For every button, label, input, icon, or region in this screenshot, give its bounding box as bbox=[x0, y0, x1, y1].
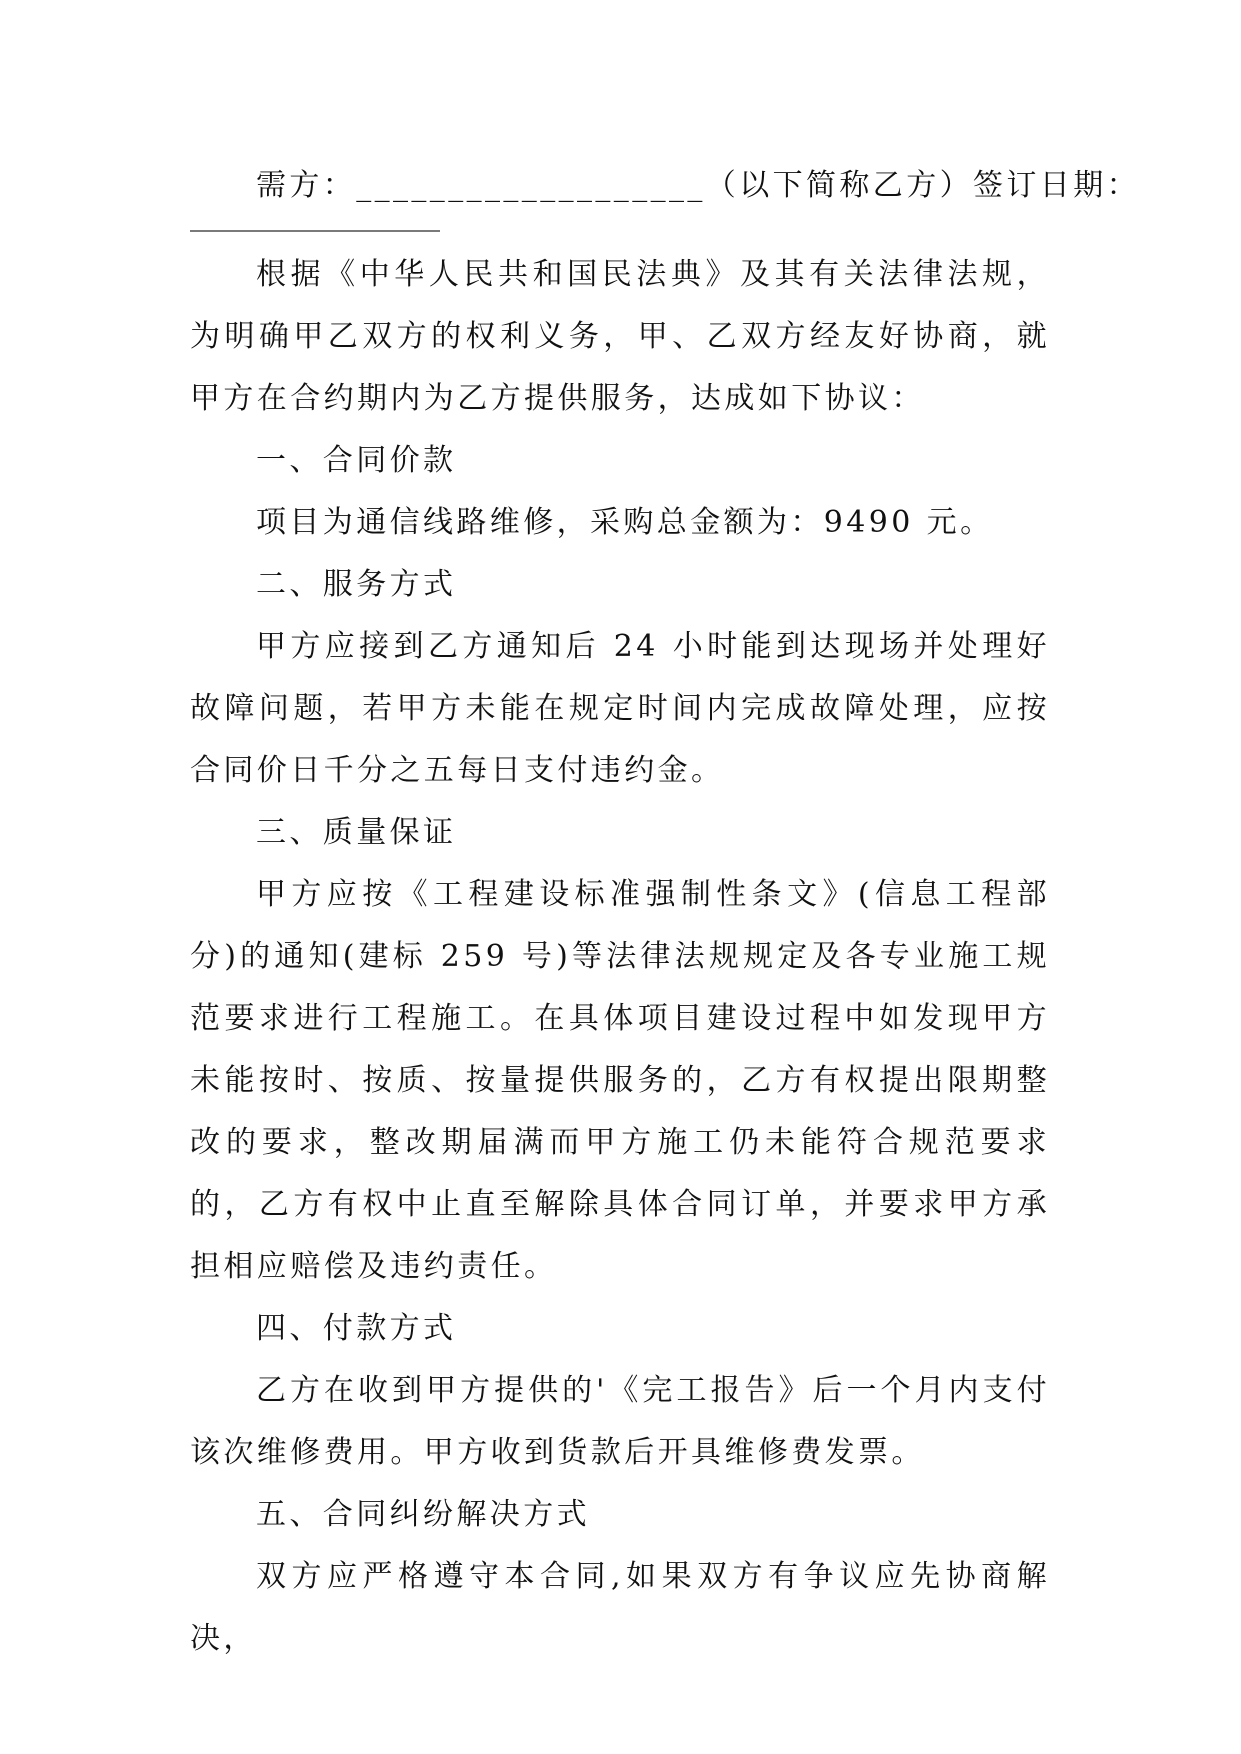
section-heading-5: 五、合同纠纷解决方式 bbox=[256, 1497, 590, 1532]
signing-date-blank bbox=[190, 229, 440, 232]
intro-paragraph: 根据《中华人民共和国民法典》及其有关法律法规，为明确甲乙双方的权利义务，甲、乙双方经友好协商，就甲方在合约期内为乙方提供服务，达成如下协议： bbox=[190, 257, 1050, 416]
section-heading-3: 三、质量保证 bbox=[256, 815, 457, 850]
section-2-text: 甲方应接到乙方通知后 24 小时能到达现场并处理好故障问题，若甲方未能在规定时间内完成故障处理，应按合同价日千分之五每日支付违约金。 bbox=[190, 629, 1050, 788]
buyer-signing-line: 需方：___________________（以下简称乙方）签订日期： bbox=[256, 168, 1140, 203]
section-heading-4: 四、付款方式 bbox=[256, 1311, 457, 1346]
section-3-text: 甲方应按《工程建设标准强制性条文》(信息工程部分)的通知(建标 259 号)等法律法规规定及各专业施工规范要求进行工程施工。在具体项目建设过程中如发现甲方未能按时、按质、按量提供服务的，乙方有权提出限期整改的要求，整改期届满而甲方施工仍未能符合规范要求的，乙方有权中止直至解除具体合同订单，并要求甲方承担相应赔偿及违约责任。 bbox=[190, 877, 1050, 1284]
section-5-text: 双方应严格遵守本合同,如果双方有争议应先协商解决， bbox=[190, 1559, 1050, 1656]
section-heading-1: 一、合同价款 bbox=[256, 443, 457, 478]
document-body bbox=[190, 155, 1140, 1670]
section-1-text: 项目为通信线路维修，采购总金额为：9490 元。 bbox=[256, 505, 994, 540]
section-4-text: 乙方在收到甲方提供的'《完工报告》后一个月内支付该次维修费用。甲方收到货款后开具维修费发票。 bbox=[190, 1373, 1050, 1470]
section-heading-2: 二、服务方式 bbox=[256, 567, 457, 602]
